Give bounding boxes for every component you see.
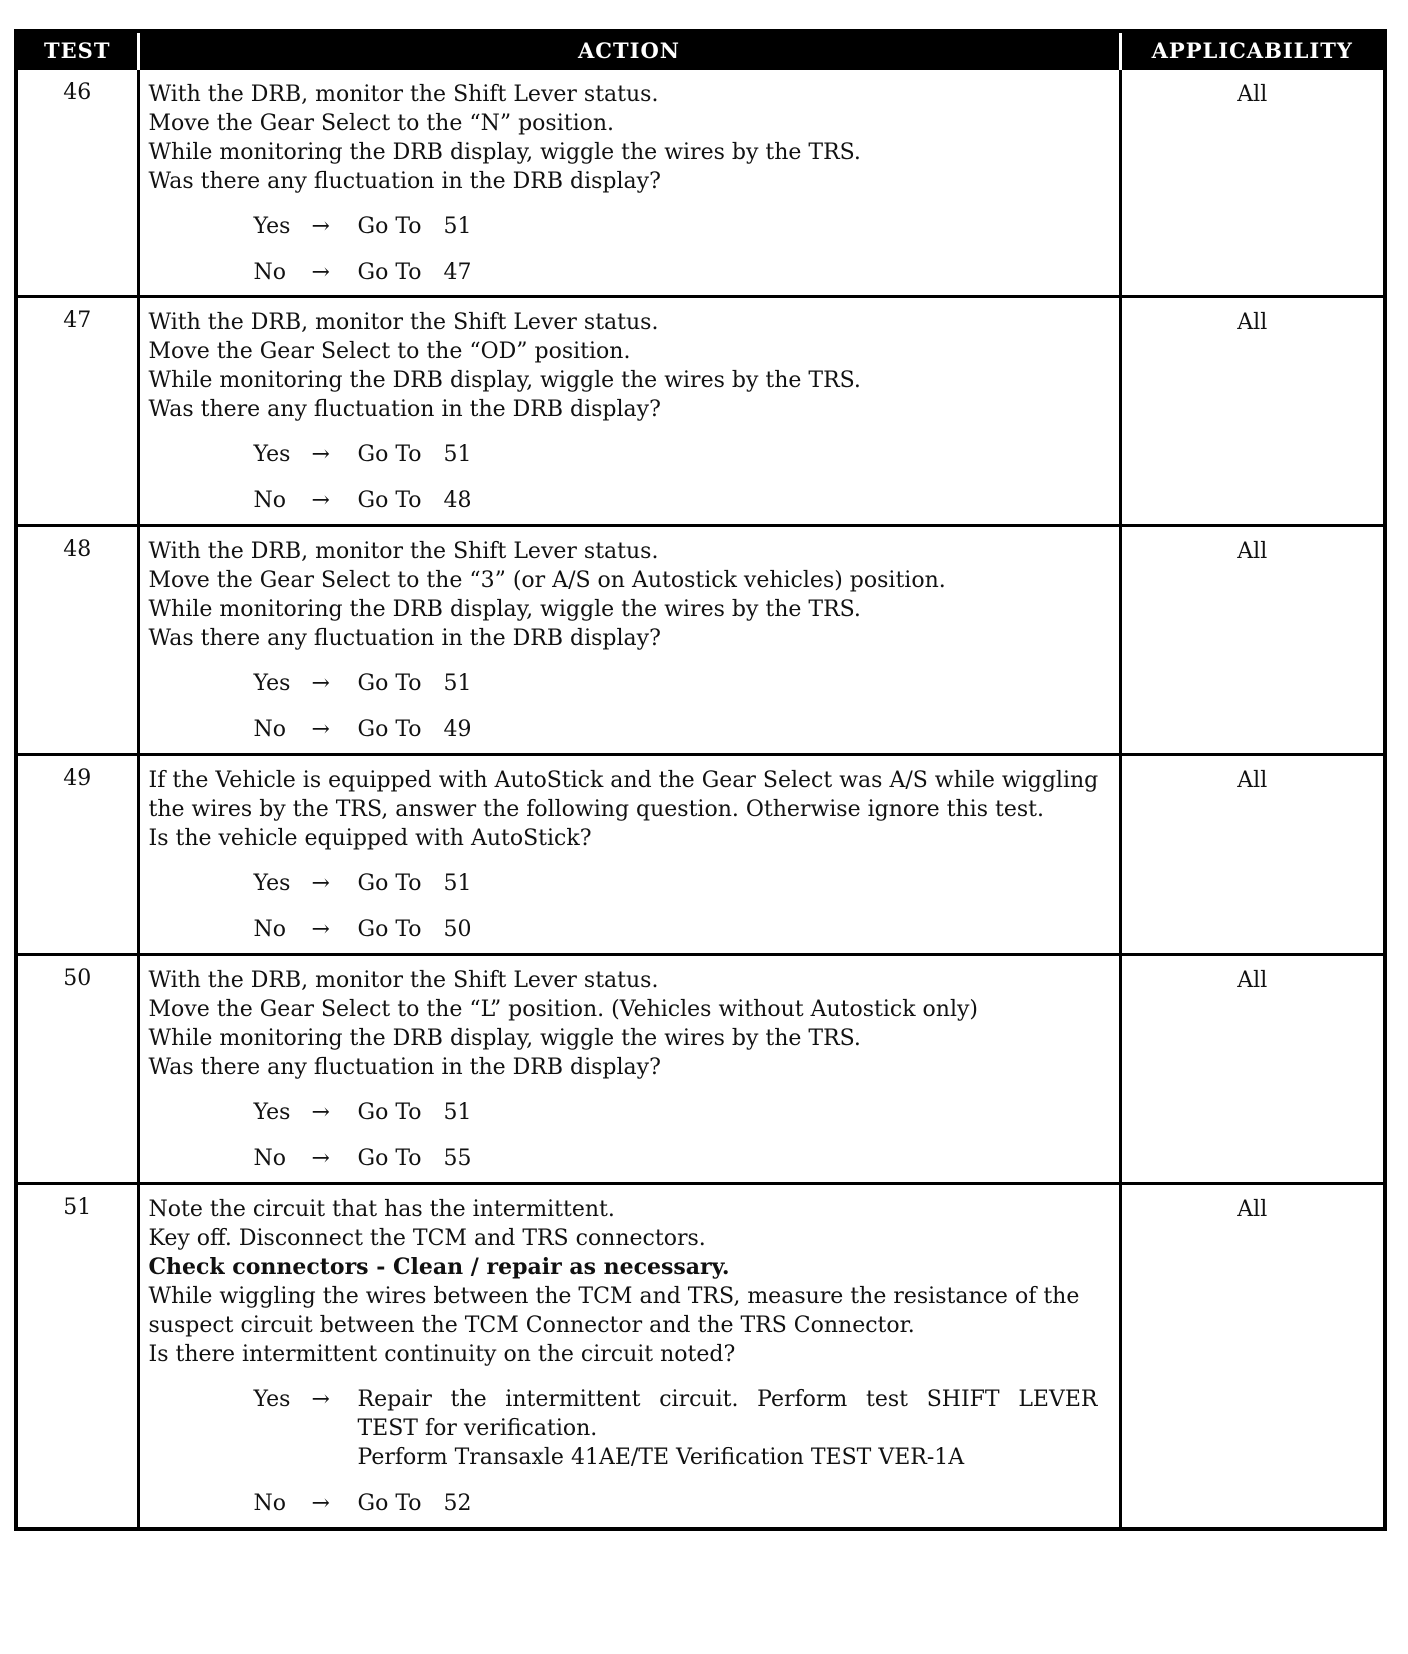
goto-label: Go To xyxy=(357,214,422,239)
goto-target: 51 xyxy=(443,871,472,896)
applicability-cell: All xyxy=(1120,69,1385,297)
table-row xyxy=(16,1184,1385,1529)
action-line: While wiggling the wires between the TCM and TRS, measure the resistance of the xyxy=(148,1284,1080,1309)
yes-label: Yes xyxy=(253,442,291,467)
applicability-cell: All xyxy=(1120,297,1385,526)
action-line: Is the vehicle equipped with AutoStick? xyxy=(148,826,592,851)
action-line: Note the circuit that has the intermittent. xyxy=(148,1197,615,1222)
action-line: Move the Gear Select to the “L” position. (Vehicles without Autostick only) xyxy=(148,997,978,1022)
header-test: TEST xyxy=(16,31,138,69)
test-number: 50 xyxy=(16,955,138,1184)
answers xyxy=(149,440,1111,515)
answer-no xyxy=(149,715,1111,744)
arrow-right-icon: → xyxy=(311,871,330,896)
action-line: While monitoring the DRB display, wiggle the wires by the TRS. xyxy=(148,368,861,393)
action-cell xyxy=(138,955,1120,1184)
yes-label: Yes xyxy=(253,671,291,696)
action-line: While monitoring the DRB display, wiggle the wires by the TRS. xyxy=(148,1026,861,1051)
yes-label: Yes xyxy=(253,871,291,896)
action-line: If the Vehicle is equipped with AutoStick and the Gear Select was A/S while wiggling xyxy=(148,768,1099,793)
no-label: No xyxy=(253,260,286,285)
no-label: No xyxy=(253,1491,286,1516)
action-line: Move the Gear Select to the “OD” position. xyxy=(148,339,631,364)
action-line: Was there any fluctuation in the DRB display? xyxy=(148,626,661,651)
action-line: With the DRB, monitor the Shift Lever status. xyxy=(148,968,659,993)
answer-no xyxy=(149,1489,1111,1518)
test-number: 47 xyxy=(16,297,138,526)
action-line: Key off. Disconnect the TCM and TRS connectors. xyxy=(148,1226,706,1251)
goto-target: 51 xyxy=(443,671,472,696)
goto-label: Go To xyxy=(357,442,422,467)
diagnostic-table xyxy=(14,29,1387,1531)
goto-target: 51 xyxy=(443,214,472,239)
table-row xyxy=(16,955,1385,1184)
action-line: While monitoring the DRB display, wiggle the wires by the TRS. xyxy=(148,140,861,165)
action-cell xyxy=(138,755,1120,955)
action-line: Move the Gear Select to the “N” position. xyxy=(148,111,615,136)
arrow-right-icon: → xyxy=(311,917,330,942)
goto-target: 48 xyxy=(443,488,472,513)
goto-label: Go To xyxy=(357,260,422,285)
answers xyxy=(149,869,1111,944)
arrow-right-icon: → xyxy=(311,1387,330,1412)
yes-label: Yes xyxy=(253,1100,291,1125)
yes-instructions xyxy=(358,1385,1098,1472)
answer-no xyxy=(149,915,1111,944)
arrow-right-icon: → xyxy=(311,214,330,239)
no-label: No xyxy=(253,1146,286,1171)
answer-no xyxy=(149,258,1111,287)
action-line: suspect circuit between the TCM Connector and the TRS Connector. xyxy=(148,1313,915,1338)
arrow-right-icon: → xyxy=(311,717,330,742)
applicability-cell: All xyxy=(1120,526,1385,755)
action-cell xyxy=(138,526,1120,755)
answer-yes xyxy=(149,212,1111,241)
action-cell xyxy=(138,1184,1120,1529)
answer-yes xyxy=(149,440,1111,469)
action-line: While monitoring the DRB display, wiggle the wires by the TRS. xyxy=(148,597,861,622)
instruction-line: TEST for verification. xyxy=(357,1416,598,1441)
goto-target: 51 xyxy=(443,1100,472,1125)
action-line: Was there any fluctuation in the DRB display? xyxy=(148,397,661,422)
answer-no xyxy=(149,1144,1111,1173)
test-number: 48 xyxy=(16,526,138,755)
check-connectors-note: Check connectors - Clean / repair as necessary. xyxy=(148,1254,730,1280)
no-label: No xyxy=(253,488,286,513)
no-label: No xyxy=(253,917,286,942)
goto-target: 47 xyxy=(443,260,472,285)
action-line: the wires by the TRS, answer the following question. Otherwise ignore this test. xyxy=(148,797,1044,822)
applicability-cell: All xyxy=(1120,755,1385,955)
goto-target: 49 xyxy=(443,717,472,742)
table-row xyxy=(16,297,1385,526)
action-cell xyxy=(138,297,1120,526)
test-number: 46 xyxy=(16,69,138,297)
action-line: Is there intermittent continuity on the circuit noted? xyxy=(148,1342,736,1367)
action-line: With the DRB, monitor the Shift Lever status. xyxy=(148,82,659,107)
goto-target: 52 xyxy=(443,1491,472,1516)
test-number: 51 xyxy=(16,1184,138,1529)
arrow-right-icon: → xyxy=(311,1100,330,1125)
arrow-right-icon: → xyxy=(311,671,330,696)
arrow-right-icon: → xyxy=(311,1146,330,1171)
answer-yes xyxy=(149,669,1111,698)
answer-yes xyxy=(149,869,1111,898)
answers xyxy=(149,1098,1111,1173)
arrow-right-icon: → xyxy=(311,260,330,285)
action-line: Was there any fluctuation in the DRB display? xyxy=(148,1055,661,1080)
table-header-row xyxy=(16,31,1385,69)
header-applicability: APPLICABILITY xyxy=(1120,31,1385,69)
arrow-right-icon: → xyxy=(311,1491,330,1516)
goto-label: Go To xyxy=(357,488,422,513)
answers xyxy=(149,212,1111,287)
table-row xyxy=(16,526,1385,755)
action-line: Move the Gear Select to the “3” (or A/S on Autostick vehicles) position. xyxy=(148,568,946,593)
goto-target: 55 xyxy=(443,1146,472,1171)
applicability-cell: All xyxy=(1120,955,1385,1184)
header-action: ACTION xyxy=(138,31,1120,69)
action-line: Was there any fluctuation in the DRB display? xyxy=(148,169,661,194)
yes-label: Yes xyxy=(253,1387,291,1412)
goto-target: 50 xyxy=(443,917,472,942)
answers xyxy=(149,669,1111,744)
instruction-line: Perform Transaxle 41AE/TE Verification TEST VER-1A xyxy=(357,1445,965,1470)
goto-label: Go To xyxy=(357,671,422,696)
goto-target: 51 xyxy=(443,442,472,467)
applicability-cell: All xyxy=(1120,1184,1385,1529)
goto-label: Go To xyxy=(357,917,422,942)
no-label: No xyxy=(253,717,286,742)
answer-yes xyxy=(149,1098,1111,1127)
action-line: With the DRB, monitor the Shift Lever status. xyxy=(148,539,659,564)
goto-label: Go To xyxy=(357,717,422,742)
arrow-right-icon: → xyxy=(311,488,330,513)
diagnostic-page xyxy=(14,29,1383,1609)
test-number: 49 xyxy=(16,755,138,955)
answer-no xyxy=(149,486,1111,515)
answers xyxy=(149,1385,1111,1518)
goto-label: Go To xyxy=(357,1146,422,1171)
goto-label: Go To xyxy=(357,1100,422,1125)
action-cell xyxy=(138,69,1120,297)
goto-label: Go To xyxy=(357,1491,422,1516)
answer-yes xyxy=(149,1385,1111,1472)
table-row xyxy=(16,69,1385,297)
table-row xyxy=(16,755,1385,955)
arrow-right-icon: → xyxy=(311,442,330,467)
yes-label: Yes xyxy=(253,214,291,239)
instruction-line: Repair the intermittent circuit. Perform test SHIFT LEVER xyxy=(357,1387,1098,1412)
action-line: With the DRB, monitor the Shift Lever status. xyxy=(148,310,659,335)
goto-label: Go To xyxy=(357,871,422,896)
